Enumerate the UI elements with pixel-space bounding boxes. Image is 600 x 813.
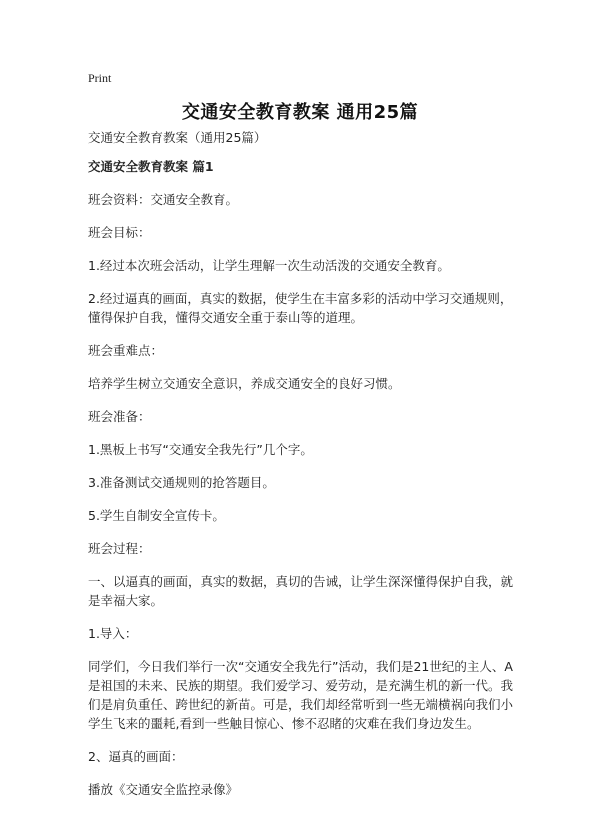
paragraph: 1.黑板上书写“交通安全我先行”几个字。 [88, 442, 313, 457]
paragraph: 2.经过逼真的画面，真实的数据，使学生在丰富多彩的活动中学习交通规则，懂得保护自我，懂得交通安全重于泰山等的道理。 [88, 291, 513, 325]
paragraph: 班会重难点： [88, 343, 164, 358]
paragraph: 一、以逼真的画面，真实的数据，真切的告诫，让学生深深懂得保护自我，就是幸福大家。 [88, 574, 514, 608]
paragraph: 2、逼真的画面： [88, 749, 184, 764]
paragraph: 班会准备： [88, 409, 151, 424]
paragraph: 5.学生自制安全宣传卡。 [88, 508, 225, 523]
document-subtitle: 交通安全教育教案（通用25篇） [88, 130, 267, 145]
paragraph: 同学们，今日我们举行一次“交通安全我先行”活动，我们是21世纪的主人、A是祖国的未来、民族的期望。我们爱学习、爱劳动，是充满生机的新一代。我们是肩负重任、跨世纪的新苗。可是，我们却经常听到一些无端横祸向我们小学生飞来的噩耗,看到一些触目惊心、惨不忍睹的灾难在我们身边发生。 [88, 659, 514, 731]
paragraph: 培养学生树立交通安全意识，养成交通安全的良好习惯。 [88, 376, 401, 391]
paragraph: 播放《交通安全监控录像》 [88, 782, 239, 797]
paragraph: 1.导入： [88, 626, 138, 641]
paragraph: 1.经过本次班会活动，让学生理解一次生动活泼的交通安全教育。 [88, 258, 450, 273]
paragraph: 班会资料：交通安全教育。 [88, 192, 239, 207]
print-link[interactable]: Print [88, 71, 112, 85]
section-heading: 交通安全教育教案 篇1 [88, 159, 214, 174]
page-title: 交通安全教育教案 通用25篇 [181, 102, 419, 123]
paragraph: 3.准备测试交通规则的抢答题目。 [88, 475, 275, 490]
paragraph: 班会目标： [88, 225, 151, 240]
paragraph: 班会过程： [88, 541, 151, 556]
document-body [88, 128, 516, 813]
